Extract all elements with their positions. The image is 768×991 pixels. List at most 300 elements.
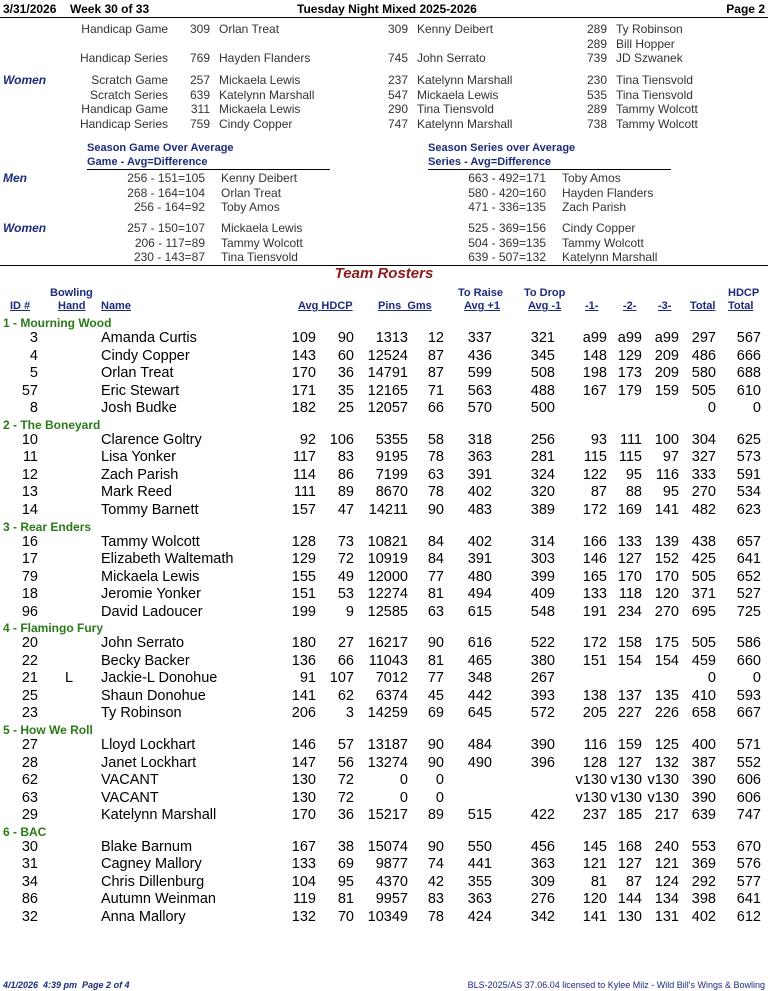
cell-avg: 114: [292, 466, 316, 483]
cell-avg: 157: [291, 501, 316, 518]
cell-htotal: 567: [736, 330, 761, 346]
col-game2: -2-: [623, 300, 637, 312]
cell-id: 29: [21, 807, 38, 824]
cell-pins: 12165: [367, 382, 408, 399]
cell-htotal: 527: [736, 586, 761, 603]
series-over-avg-name: Zach Parish: [562, 200, 627, 214]
cell-total: 482: [691, 501, 716, 518]
cell-htotal: 657: [736, 533, 761, 550]
high-score: 237: [387, 73, 408, 87]
cell-gms: 90: [427, 635, 444, 652]
series-over-avg-value: 504 - 369=135: [468, 235, 546, 250]
high-bowler-name: Tina Tiensvold: [616, 87, 693, 102]
cell-htotal: 591: [736, 466, 761, 483]
high-bowler-name: Bill Hopper: [616, 37, 675, 51]
cell-id: 27: [21, 737, 38, 753]
cell-g3: a99: [654, 330, 679, 346]
col-total: Total: [690, 300, 716, 312]
cell-raise: 490: [467, 754, 492, 771]
cell-htotal: 641: [736, 551, 761, 568]
cell-avg: 170: [291, 807, 316, 824]
cell-g3: 170: [654, 568, 679, 585]
cell-id: 20: [21, 635, 38, 652]
cell-pins: 10919: [367, 551, 408, 568]
cell-drop: 345: [530, 347, 555, 364]
cell-gms: 0: [435, 772, 444, 789]
cell-name: John Serrato: [101, 635, 185, 652]
high-score: 290: [387, 102, 408, 116]
cell-htotal: 725: [736, 603, 761, 620]
cell-gms: 0: [435, 789, 444, 806]
cell-g3: 226: [654, 705, 679, 722]
cell-id: 3: [29, 330, 38, 346]
cell-avg: 170: [291, 365, 316, 382]
high-bowler-name: Katelynn Marshall: [417, 73, 513, 87]
high-score: 535: [586, 87, 607, 102]
cell-pins: 9957: [375, 891, 408, 908]
series-over-avg-value: 663 - 492=171: [468, 171, 546, 185]
cell-g3: 240: [654, 838, 679, 855]
cell-id: 4: [29, 347, 38, 364]
high-category-label: Handicap Series: [79, 51, 168, 65]
high-score: 230: [586, 73, 607, 87]
col-pins-gms: Pins Gms: [378, 300, 432, 312]
cell-hdcp: 27: [337, 635, 354, 652]
cell-gms: 45: [427, 687, 444, 704]
cell-pins: 16217: [367, 635, 408, 652]
cell-name: Orlan Treat: [101, 365, 174, 382]
cell-drop: 321: [530, 330, 555, 346]
col-raise-bot: Avg +1: [464, 300, 500, 312]
cell-total: 270: [691, 484, 716, 501]
cell-g1: 116: [583, 737, 607, 753]
cell-g2: 127: [617, 754, 642, 771]
header-rule: [0, 17, 768, 18]
cell-raise: 550: [467, 838, 492, 855]
col-hdcp-top: HDCP: [728, 287, 760, 299]
cell-avg: 109: [291, 330, 316, 346]
high-score: 289: [586, 22, 607, 36]
cell-htotal: 577: [736, 873, 761, 890]
series-over-avg-value: 471 - 336=135: [468, 200, 546, 214]
cell-total: 695: [691, 603, 716, 620]
cell-pins: 10821: [367, 533, 408, 550]
cell-htotal: 0: [752, 670, 761, 687]
cell-avg: 167: [291, 838, 316, 855]
high-score: 769: [189, 51, 210, 65]
cell-avg: 146: [291, 737, 316, 753]
high-score: 311: [190, 102, 210, 116]
cell-hdcp: 62: [337, 687, 354, 704]
high-category-label: Scratch Game: [91, 73, 168, 87]
cell-htotal: 571: [736, 737, 761, 753]
cell-gms: 89: [427, 807, 444, 824]
cell-drop: 393: [530, 687, 555, 704]
cell-hdcp: 106: [329, 431, 354, 448]
col-drop-bot: Avg -1: [528, 300, 562, 312]
cell-raise: 391: [467, 466, 492, 483]
series-over-avg-name: Tammy Wolcott: [562, 235, 644, 250]
cell-hdcp: 95: [337, 873, 354, 890]
women-highs-label: Women: [3, 73, 47, 87]
cell-avg: 128: [291, 533, 316, 550]
cell-gms: 87: [427, 347, 444, 364]
cell-avg: 119: [292, 891, 316, 908]
cell-g1: 172: [582, 501, 607, 518]
table-row: [0, 670, 768, 687]
footer-timestamp: 4/1/2026 4:39 pm Page 2 of 4: [3, 980, 130, 990]
cell-id: 12: [21, 466, 38, 483]
cell-g2: 179: [617, 382, 642, 399]
cell-raise: 355: [467, 873, 492, 890]
cell-hdcp: 72: [337, 551, 354, 568]
cell-avg: 111: [293, 484, 316, 501]
table-row: [0, 484, 768, 501]
cell-g1: 128: [582, 754, 607, 771]
cell-gms: 58: [427, 431, 444, 448]
table-row: [0, 909, 768, 926]
cell-htotal: 573: [736, 449, 761, 466]
cell-drop: 314: [530, 533, 555, 550]
cell-g3: 132: [654, 754, 679, 771]
high-bowler-name: Orlan Treat: [219, 22, 280, 36]
cell-drop: 396: [530, 754, 555, 771]
series-over-avg-value: 580 - 420=160: [468, 185, 546, 200]
cell-pins: 0: [399, 789, 408, 806]
cell-total: 438: [691, 533, 716, 550]
cell-gms: 90: [427, 754, 444, 771]
cell-htotal: 576: [736, 856, 761, 873]
women-label: Women: [3, 221, 47, 235]
cell-total: 0: [707, 400, 716, 417]
game-over-avg-title: Season Game Over Average: [87, 142, 234, 154]
cell-drop: 256: [530, 431, 555, 448]
cell-id: 8: [29, 400, 38, 417]
table-row: [0, 874, 768, 891]
cell-g3: 116: [655, 466, 679, 483]
cell-total: 390: [691, 789, 716, 806]
cell-gms: 78: [427, 484, 444, 501]
high-score: 747: [387, 116, 408, 131]
high-bowler-name: Katelynn Marshall: [417, 116, 513, 131]
cell-htotal: 747: [736, 807, 761, 824]
cell-gms: 81: [427, 586, 444, 603]
cell-name: Becky Backer: [101, 652, 190, 669]
cell-raise: 391: [467, 551, 492, 568]
cell-drop: 488: [530, 382, 555, 399]
team-name: 6 - BAC: [3, 824, 47, 839]
cell-g1: 237: [582, 807, 607, 824]
high-bowler-name: Tammy Wolcott: [616, 116, 698, 131]
cell-g3: 125: [654, 737, 679, 753]
cell-drop: 572: [530, 705, 555, 722]
cell-id: 13: [21, 484, 38, 501]
cell-g2: 129: [617, 347, 642, 364]
cell-id: 22: [21, 652, 38, 669]
cell-g1: 115: [583, 449, 607, 466]
high-bowler-name: JD Szwanek: [616, 51, 683, 65]
cell-total: 639: [691, 807, 716, 824]
cell-total: 387: [691, 754, 716, 771]
high-bowler-name: Katelynn Marshall: [219, 87, 315, 102]
cell-pins: 9877: [375, 856, 408, 873]
high-score: 759: [189, 116, 210, 131]
cell-pins: 15074: [367, 838, 408, 855]
cell-g1: a99: [582, 330, 607, 346]
high-bowler-name: Kenny Deibert: [417, 22, 494, 36]
game-over-avg-value: 257 - 150=107: [127, 221, 205, 235]
cell-id: 16: [21, 533, 38, 550]
cell-pins: 10349: [367, 908, 408, 925]
table-row: [0, 604, 768, 621]
cell-raise: 599: [467, 365, 492, 382]
cell-avg: 130: [291, 789, 316, 806]
cell-hdcp: 69: [337, 856, 354, 873]
cell-pins: 15217: [367, 807, 408, 824]
cell-hdcp: 90: [337, 330, 354, 346]
cell-htotal: 612: [736, 908, 761, 925]
cell-drop: 390: [530, 737, 555, 753]
cell-drop: 399: [530, 568, 555, 585]
cell-total: 505: [691, 568, 716, 585]
cell-g2: 170: [617, 568, 642, 585]
cell-drop: 267: [530, 670, 555, 687]
high-bowler-name: Mickaela Lewis: [219, 73, 301, 87]
cell-g1: 167: [582, 382, 607, 399]
cell-hdcp: 86: [337, 466, 354, 483]
cell-total: 410: [691, 687, 716, 704]
cell-g3: 120: [654, 586, 679, 603]
game-over-avg-name: Kenny Deibert: [221, 171, 298, 185]
cell-pins: 14211: [368, 501, 408, 518]
cell-g2: 168: [617, 838, 642, 855]
series-over-avg-name: Toby Amos: [562, 171, 621, 185]
cell-total: 390: [691, 772, 716, 789]
high-bowler-name: Mickaela Lewis: [417, 87, 499, 102]
cell-drop: 342: [530, 908, 555, 925]
cell-g3: 135: [654, 687, 679, 704]
high-bowler-name: Tina Tiensvold: [616, 73, 693, 87]
team-name: 5 - How We Roll: [3, 723, 93, 737]
col-hand: Hand: [58, 300, 86, 312]
cell-total: 369: [691, 856, 716, 873]
cell-g2: 88: [625, 484, 642, 501]
cell-g3: 141: [654, 501, 679, 518]
cell-avg: 92: [299, 431, 316, 448]
cell-htotal: 667: [736, 705, 761, 722]
high-bowler-name: Tammy Wolcott: [616, 102, 698, 116]
cell-hdcp: 25: [337, 400, 354, 417]
cell-pins: 4370: [375, 873, 408, 890]
high-score: 289: [586, 37, 607, 51]
cell-name: Mickaela Lewis: [101, 568, 200, 585]
cell-hdcp: 89: [337, 484, 354, 501]
cell-htotal: 670: [736, 838, 761, 855]
cell-avg: 199: [291, 603, 316, 620]
cell-avg: 206: [291, 705, 316, 722]
high-score: 309: [387, 22, 408, 36]
cell-name: VACANT: [101, 772, 159, 789]
cell-name: David Ladoucer: [101, 603, 203, 620]
cell-g1: v130: [575, 789, 607, 806]
cell-g3: 100: [654, 431, 679, 448]
cell-g1: 93: [590, 431, 607, 448]
cell-id: 31: [21, 856, 38, 873]
cell-drop: 389: [530, 501, 555, 518]
cell-hdcp: 9: [345, 603, 354, 620]
cell-pins: 7012: [375, 670, 408, 687]
cell-hdcp: 56: [337, 754, 354, 771]
cell-hdcp: 73: [337, 533, 354, 550]
table-row: [0, 653, 768, 670]
cell-pins: 11043: [368, 652, 408, 669]
cell-g3: v130: [647, 789, 679, 806]
cell-name: Autumn Weinman: [101, 891, 216, 908]
cell-drop: 363: [530, 856, 555, 873]
cell-htotal: 688: [736, 365, 761, 382]
cell-id: 34: [21, 873, 38, 890]
cell-htotal: 0: [752, 400, 761, 417]
cell-g2: 87: [625, 873, 642, 890]
cell-id: 62: [21, 772, 38, 789]
team-name: 1 - Mourning Wood: [3, 316, 112, 330]
cell-name: Eric Stewart: [101, 382, 180, 399]
high-bowler-name: Mickaela Lewis: [219, 102, 301, 116]
cell-g3: 134: [654, 891, 679, 908]
cell-g1: 146: [582, 551, 607, 568]
cell-g2: 234: [617, 603, 642, 620]
col-game3: -3-: [658, 300, 672, 312]
cell-id: 18: [21, 586, 38, 603]
cell-hdcp: 49: [337, 568, 354, 585]
table-row: [0, 705, 768, 722]
cell-g2: 159: [617, 737, 642, 753]
col-name: Name: [101, 300, 131, 312]
table-row: [0, 534, 768, 551]
cell-total: 580: [691, 365, 716, 382]
cell-g1: 81: [590, 873, 607, 890]
cell-hdcp: 3: [345, 705, 354, 722]
cell-id: 96: [21, 603, 38, 620]
cell-name: Jackie-L Donohue: [101, 670, 218, 687]
table-row: [0, 635, 768, 652]
series-over-avg-name: Katelynn Marshall: [562, 250, 658, 264]
game-over-avg-value: 206 - 117=89: [134, 235, 205, 250]
cell-hand: L: [65, 670, 74, 687]
cell-total: 553: [691, 838, 716, 855]
col-raise-top: To Raise: [458, 287, 504, 299]
cell-hdcp: 47: [337, 501, 354, 518]
cell-g1: 198: [582, 365, 607, 382]
cell-id: 17: [21, 551, 38, 568]
cell-pins: 12000: [367, 568, 408, 585]
cell-name: Cindy Copper: [101, 347, 190, 364]
cell-gms: 90: [427, 501, 444, 518]
series-over-avg-name: Cindy Copper: [562, 221, 636, 235]
cell-total: 400: [691, 737, 716, 753]
cell-name: Elizabeth Waltemath: [101, 551, 234, 568]
cell-g2: 127: [617, 856, 642, 873]
table-row: [0, 569, 768, 586]
cell-g1: 145: [582, 838, 607, 855]
cell-name: Anna Mallory: [101, 908, 186, 925]
cell-g1: 138: [582, 687, 607, 704]
cell-id: 11: [22, 449, 38, 466]
cell-total: 292: [691, 873, 716, 890]
cell-pins: 14259: [367, 705, 408, 722]
cell-avg: 136: [291, 652, 316, 669]
cell-name: Lisa Yonker: [101, 449, 176, 466]
cell-hdcp: 38: [337, 838, 354, 855]
rosters-title: Team Rosters: [334, 265, 434, 282]
cell-gms: 78: [427, 908, 444, 925]
high-category-label: Scratch Series: [89, 87, 168, 102]
cell-hdcp: 35: [337, 382, 354, 399]
cell-total: 658: [691, 705, 716, 722]
cell-id: 30: [21, 838, 38, 855]
game-over-avg-subtitle: Game - Avg=Difference: [87, 156, 208, 168]
cell-g1: 205: [582, 705, 607, 722]
cell-gms: 81: [427, 652, 444, 669]
cell-avg: 143: [291, 347, 316, 364]
series-over-avg-value: 525 - 369=156: [468, 221, 546, 235]
cell-avg: 117: [292, 449, 316, 466]
cell-total: 304: [691, 431, 716, 448]
cell-avg: 180: [291, 635, 316, 652]
cell-hdcp: 36: [337, 807, 354, 824]
table-row: [0, 586, 768, 603]
cell-gms: 74: [427, 856, 444, 873]
cell-pins: 13274: [367, 754, 408, 771]
cell-g1: 121: [582, 856, 607, 873]
cell-raise: 318: [467, 431, 492, 448]
cell-total: 402: [691, 908, 716, 925]
cell-g1: v130: [575, 772, 607, 789]
cell-pins: 12524: [367, 347, 408, 364]
cell-avg: 129: [291, 551, 316, 568]
cell-name: Jeromie Yonker: [101, 586, 201, 603]
game-over-avg-name: Orlan Treat: [221, 185, 282, 200]
cell-raise: 615: [467, 603, 492, 620]
cell-total: 0: [707, 670, 716, 687]
cell-hdcp: 57: [337, 737, 354, 753]
col-drop-top: To Drop: [524, 287, 566, 299]
cell-g2: v130: [610, 789, 642, 806]
cell-total: 327: [691, 449, 716, 466]
cell-drop: 380: [530, 652, 555, 669]
cell-avg: 132: [291, 908, 316, 925]
cell-g2: 169: [617, 501, 642, 518]
cell-htotal: 652: [736, 568, 761, 585]
cell-name: Zach Parish: [101, 466, 179, 483]
table-row: [0, 449, 768, 466]
cell-g1: 87: [590, 484, 607, 501]
cell-name: Lloyd Lockhart: [101, 737, 196, 753]
cell-htotal: 606: [736, 772, 761, 789]
cell-raise: 465: [467, 652, 492, 669]
cell-raise: 570: [467, 400, 492, 417]
cell-raise: 484: [467, 737, 492, 753]
cell-raise: 563: [467, 382, 492, 399]
cell-name: Shaun Donohue: [101, 687, 206, 704]
cell-raise: 363: [467, 449, 492, 466]
cell-total: 505: [691, 635, 716, 652]
cell-avg: 182: [291, 400, 316, 417]
cell-name: Tammy Wolcott: [101, 533, 200, 550]
high-score: 309: [189, 22, 210, 36]
cell-htotal: 606: [736, 789, 761, 806]
table-row: [0, 348, 768, 365]
